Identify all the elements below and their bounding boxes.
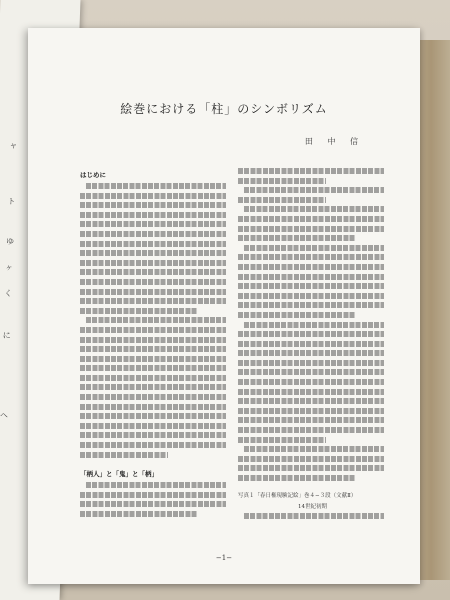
text-line: [80, 394, 226, 400]
text-line: [238, 389, 384, 395]
text-line: [238, 360, 384, 366]
text-line: [80, 193, 226, 199]
text-line: [80, 269, 226, 275]
text-line: [86, 317, 226, 323]
text-line: [80, 492, 226, 498]
text-line: [238, 178, 326, 184]
back-page-fragment: ャ: [9, 141, 18, 150]
figure-citation-note: 14世紀初期: [298, 503, 327, 510]
text-line: [80, 279, 226, 285]
text-line: [80, 231, 226, 237]
subsection-heading: 「柄人」と「鬼」と「柄」: [80, 470, 158, 479]
text-line: [80, 442, 226, 448]
text-line: [80, 298, 226, 304]
text-line: [244, 206, 384, 212]
text-line: [238, 168, 384, 174]
text-line: [238, 437, 326, 443]
text-line: [80, 327, 226, 333]
text-line: [80, 511, 197, 517]
back-page-fragment: ト: [7, 197, 16, 206]
text-line: [238, 264, 384, 270]
back-page-fragment: く: [4, 289, 13, 298]
text-line: [238, 274, 384, 280]
text-line: [244, 513, 384, 519]
section-heading: はじめに: [80, 171, 106, 179]
text-line: [80, 413, 226, 419]
text-line: [238, 475, 355, 481]
text-line: [238, 379, 384, 385]
text-line: [244, 187, 384, 193]
text-line: [80, 346, 226, 352]
text-line: [244, 245, 384, 251]
text-line: [80, 432, 226, 438]
text-line: [80, 260, 226, 266]
document-page: [28, 28, 420, 584]
text-line: [238, 312, 355, 318]
text-line: [80, 423, 226, 429]
text-line: [80, 221, 226, 227]
back-page-fragment: ヘ: [0, 411, 9, 420]
text-line: [238, 427, 384, 433]
text-line: [80, 452, 168, 458]
text-line: [238, 398, 384, 404]
text-line: [80, 375, 226, 381]
text-line: [80, 404, 226, 410]
text-line: [80, 337, 226, 343]
text-line: [238, 341, 384, 347]
text-line: [238, 417, 384, 423]
text-line: [80, 202, 226, 208]
text-line: [86, 183, 226, 189]
back-page-fragment: ゆ: [5, 237, 15, 246]
text-line: [238, 331, 384, 337]
text-line: [238, 302, 384, 308]
page-number: −1−: [215, 554, 233, 562]
text-line: [238, 254, 384, 260]
text-line: [238, 293, 384, 299]
back-page-fragment: ヶ: [4, 263, 14, 272]
text-line: [238, 456, 384, 462]
text-line: [238, 350, 384, 356]
text-line: [238, 408, 384, 414]
text-line: [80, 501, 226, 507]
text-line: [80, 241, 226, 247]
text-line: [238, 226, 384, 232]
text-line: [80, 365, 226, 371]
article-title: 絵巻における「柱」のシンボリズム: [120, 102, 328, 116]
figure-citation: 写真１「春日権現験記絵」巻４−３段（文献Ⅱ）: [238, 492, 357, 499]
text-line: [238, 465, 384, 471]
text-line: [80, 356, 226, 362]
text-line: [86, 482, 226, 488]
text-line: [80, 384, 226, 390]
text-line: [238, 369, 384, 375]
left-column: [80, 168, 226, 521]
text-line: [80, 308, 197, 314]
author-name: 田 中 信: [304, 137, 364, 146]
back-page-fragment: に: [2, 331, 11, 340]
text-line: [238, 235, 355, 241]
text-line: [80, 212, 226, 218]
text-line: [238, 283, 384, 289]
text-line: [238, 197, 326, 203]
text-line: [238, 216, 384, 222]
text-line: [80, 250, 226, 256]
text-line: [244, 322, 384, 328]
text-line: [80, 289, 226, 295]
right-column: [238, 168, 384, 522]
text-line: [244, 446, 384, 452]
